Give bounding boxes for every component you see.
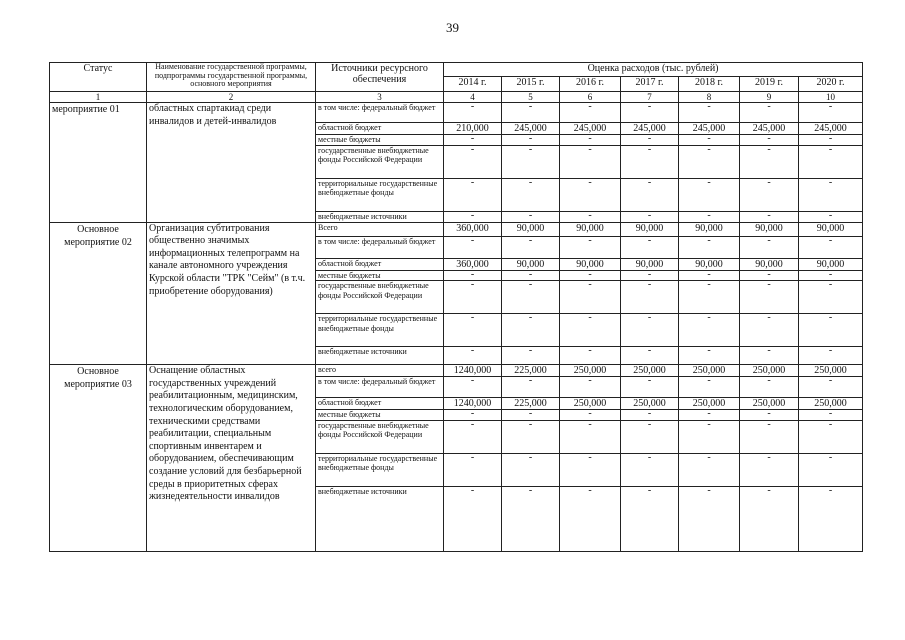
column-number: 7 <box>621 92 679 103</box>
expense-value-cell: - <box>740 135 799 146</box>
expense-value-cell: 90,000 <box>560 222 621 236</box>
expense-value-cell: - <box>679 486 740 551</box>
expense-value-cell: - <box>679 103 740 123</box>
header-year: 2019 г. <box>740 77 799 92</box>
header-status: Статус <box>50 63 147 92</box>
source-cell: внебюджетные источники <box>316 486 444 551</box>
expense-value-cell: - <box>502 314 560 347</box>
expense-value-cell: - <box>679 420 740 453</box>
table-row <box>50 103 863 123</box>
source-cell: территориальные государственные внебюджетные фонды <box>316 314 444 347</box>
expense-value-cell: - <box>444 236 502 258</box>
expense-value-cell: 90,000 <box>740 222 799 236</box>
expense-value-cell: - <box>740 103 799 123</box>
expense-value-cell: 210,000 <box>444 123 502 135</box>
status-cell: мероприятие 01 <box>50 103 147 223</box>
expense-value-cell: 90,000 <box>740 258 799 270</box>
expense-value-cell: - <box>799 314 863 347</box>
expense-value-cell: - <box>560 420 621 453</box>
expense-value-cell: - <box>502 270 560 281</box>
expense-value-cell: - <box>740 270 799 281</box>
expense-value-cell: - <box>621 211 679 222</box>
expense-value-cell: - <box>621 453 679 486</box>
expense-value-cell: - <box>740 410 799 421</box>
expense-value-cell: - <box>560 178 621 211</box>
expense-value-cell: - <box>679 135 740 146</box>
expense-value-cell: - <box>679 178 740 211</box>
expense-value-cell: - <box>679 145 740 178</box>
expense-value-cell: - <box>621 145 679 178</box>
expense-value-cell: - <box>621 410 679 421</box>
expense-value-cell: 250,000 <box>560 398 621 410</box>
expense-value-cell: - <box>799 135 863 146</box>
expense-value-cell: - <box>560 347 621 365</box>
source-cell: государственные внебюджетные фонды Российской Федерации <box>316 420 444 453</box>
expense-value-cell: - <box>444 420 502 453</box>
expense-value-cell: - <box>679 314 740 347</box>
expense-value-cell: - <box>444 410 502 421</box>
expense-value-cell: - <box>444 281 502 314</box>
expense-value-cell: 245,000 <box>679 123 740 135</box>
header-name: Наименование государственной программы, подпрограммы государственной программы, основного мероприятия <box>147 63 316 92</box>
expense-value-cell: - <box>679 211 740 222</box>
expense-value-cell: 250,000 <box>679 398 740 410</box>
source-cell: внебюджетные источники <box>316 347 444 365</box>
expense-value-cell: - <box>621 486 679 551</box>
status-cell: Основное мероприятие 03 <box>50 365 147 552</box>
expense-value-cell: - <box>502 377 560 398</box>
expense-value-cell: - <box>502 178 560 211</box>
expense-value-cell: - <box>799 178 863 211</box>
expense-value-cell: - <box>740 178 799 211</box>
expense-value-cell: - <box>560 486 621 551</box>
source-cell: в том числе: федеральный бюджет <box>316 103 444 123</box>
column-number: 10 <box>799 92 863 103</box>
expense-value-cell: - <box>799 270 863 281</box>
expense-value-cell: - <box>444 178 502 211</box>
expense-value-cell: - <box>444 211 502 222</box>
expense-value-cell: - <box>740 377 799 398</box>
expense-value-cell: - <box>740 211 799 222</box>
expense-value-cell: - <box>560 281 621 314</box>
measure-name-cell: областных спартакиад среди инвалидов и детей-инвалидов <box>147 103 316 223</box>
column-number: 2 <box>147 92 316 103</box>
page-number: 39 <box>446 20 459 35</box>
expense-value-cell: 250,000 <box>740 398 799 410</box>
expense-value-cell: - <box>560 453 621 486</box>
source-cell: местные бюджеты <box>316 410 444 421</box>
status-cell: Основное мероприятие 02 <box>50 222 147 365</box>
expense-value-cell: - <box>502 486 560 551</box>
expense-value-cell: - <box>621 377 679 398</box>
expense-value-cell: - <box>502 453 560 486</box>
expense-value-cell: - <box>621 420 679 453</box>
expense-value-cell: 245,000 <box>560 123 621 135</box>
expense-value-cell: - <box>502 410 560 421</box>
expense-value-cell: - <box>502 236 560 258</box>
expense-value-cell: - <box>740 347 799 365</box>
expense-value-cell: - <box>679 410 740 421</box>
header-year: 2017 г. <box>621 77 679 92</box>
expense-value-cell: - <box>679 453 740 486</box>
expense-value-cell: - <box>560 135 621 146</box>
expense-value-cell: - <box>799 236 863 258</box>
expense-value-cell: - <box>502 145 560 178</box>
expense-value-cell: 1240,000 <box>444 398 502 410</box>
expense-value-cell: - <box>560 103 621 123</box>
expense-value-cell: - <box>740 281 799 314</box>
expense-value-cell: - <box>621 178 679 211</box>
expense-value-cell: 90,000 <box>799 258 863 270</box>
column-number: 9 <box>740 92 799 103</box>
expense-value-cell: - <box>740 420 799 453</box>
expense-value-cell: - <box>679 236 740 258</box>
expense-value-cell: 245,000 <box>740 123 799 135</box>
expense-value-cell: - <box>444 103 502 123</box>
expense-value-cell: - <box>799 145 863 178</box>
source-cell: в том числе: федеральный бюджет <box>316 236 444 258</box>
expense-value-cell: 90,000 <box>560 258 621 270</box>
source-cell: территориальные государственные внебюджетные фонды <box>316 453 444 486</box>
expense-value-cell: - <box>740 145 799 178</box>
expense-value-cell: - <box>679 347 740 365</box>
source-cell: государственные внебюджетные фонды Российской Федерации <box>316 281 444 314</box>
expense-value-cell: - <box>799 453 863 486</box>
expense-value-cell: - <box>502 103 560 123</box>
expense-value-cell: - <box>502 135 560 146</box>
source-cell: областной бюджет <box>316 258 444 270</box>
column-number: 5 <box>502 92 560 103</box>
expense-value-cell: - <box>444 135 502 146</box>
source-cell: в том числе: федеральный бюджет <box>316 377 444 398</box>
expense-value-cell: 250,000 <box>621 365 679 377</box>
table-body <box>50 103 863 552</box>
expense-value-cell: - <box>502 281 560 314</box>
expense-value-cell: - <box>444 377 502 398</box>
expense-value-cell: - <box>799 486 863 551</box>
expense-value-cell: - <box>679 281 740 314</box>
expense-value-cell: 225,000 <box>502 365 560 377</box>
expense-value-cell: - <box>799 103 863 123</box>
measure-name-cell: Организация субтитрования общественно значимых информационных телепрограмм на канале автономного учреждения Курской области "ТРК "Сейм" (в т.ч. приобретение оборудования) <box>147 222 316 365</box>
expense-value-cell: 225,000 <box>502 398 560 410</box>
expense-value-cell: 90,000 <box>502 258 560 270</box>
expense-value-cell: - <box>679 377 740 398</box>
expense-value-cell: - <box>560 314 621 347</box>
expense-value-cell: - <box>621 314 679 347</box>
source-cell: местные бюджеты <box>316 135 444 146</box>
expense-value-cell: 90,000 <box>621 222 679 236</box>
measure-name-cell: Оснащение областных государственных учреждений реабилитационным, медицинским, технологическим оборудованием, техническими средствами реабилитации, специальным спортивным инвентарем и оборудованием, обеспечивающим создание условий для безбарьерной среды в приоритетных сферах жизнедеятельности инвалидов <box>147 365 316 552</box>
expense-value-cell: 250,000 <box>560 365 621 377</box>
table-header <box>50 63 863 103</box>
source-cell: внебюджетные источники <box>316 211 444 222</box>
expense-value-cell: - <box>799 410 863 421</box>
expense-value-cell: 360,000 <box>444 222 502 236</box>
expense-value-cell: 90,000 <box>502 222 560 236</box>
expense-value-cell: 250,000 <box>740 365 799 377</box>
expense-value-cell: - <box>799 211 863 222</box>
expense-value-cell: - <box>444 453 502 486</box>
header-year: 2014 г. <box>444 77 502 92</box>
expense-value-cell: - <box>621 347 679 365</box>
expense-value-cell: 245,000 <box>502 123 560 135</box>
header-sources: Источники ресурсного обеспечения <box>316 63 444 92</box>
expense-value-cell: - <box>502 211 560 222</box>
expense-value-cell: - <box>740 314 799 347</box>
expense-value-cell: - <box>740 236 799 258</box>
table-row <box>50 222 863 236</box>
header-expenses: Оценка расходов (тыс. рублей) <box>444 63 863 77</box>
source-cell: областной бюджет <box>316 398 444 410</box>
expense-value-cell: - <box>560 270 621 281</box>
header-year: 2016 г. <box>560 77 621 92</box>
header-year: 2018 г. <box>679 77 740 92</box>
source-cell: Всего <box>316 222 444 236</box>
expense-value-cell: - <box>799 377 863 398</box>
expense-value-cell: 250,000 <box>799 398 863 410</box>
expense-value-cell: 90,000 <box>679 258 740 270</box>
expense-value-cell: - <box>444 486 502 551</box>
expense-value-cell: - <box>621 135 679 146</box>
source-cell: территориальные государственные внебюджетные фонды <box>316 178 444 211</box>
expense-value-cell: - <box>799 420 863 453</box>
expense-value-cell: 90,000 <box>799 222 863 236</box>
expense-value-cell: - <box>621 270 679 281</box>
column-number: 4 <box>444 92 502 103</box>
expense-value-cell: - <box>560 236 621 258</box>
expense-value-cell: - <box>621 103 679 123</box>
expense-value-cell: - <box>560 377 621 398</box>
expense-value-cell: 250,000 <box>621 398 679 410</box>
column-number: 8 <box>679 92 740 103</box>
expense-value-cell: - <box>444 145 502 178</box>
expense-value-cell: 360,000 <box>444 258 502 270</box>
budget-table <box>49 62 863 552</box>
expense-value-cell: - <box>740 486 799 551</box>
expense-value-cell: 1240,000 <box>444 365 502 377</box>
expense-value-cell: - <box>621 236 679 258</box>
source-cell: государственные внебюджетные фонды Российской Федерации <box>316 145 444 178</box>
expense-value-cell: - <box>740 453 799 486</box>
expense-value-cell: 90,000 <box>621 258 679 270</box>
column-number: 6 <box>560 92 621 103</box>
source-cell: областной бюджет <box>316 123 444 135</box>
expense-value-cell: - <box>444 270 502 281</box>
table-row <box>50 365 863 377</box>
expense-value-cell: - <box>560 410 621 421</box>
expense-value-cell: - <box>799 281 863 314</box>
expense-value-cell: - <box>799 347 863 365</box>
expense-value-cell: - <box>679 270 740 281</box>
expense-value-cell: 90,000 <box>679 222 740 236</box>
source-cell: всего <box>316 365 444 377</box>
expense-value-cell: - <box>444 314 502 347</box>
expense-value-cell: - <box>502 347 560 365</box>
expense-value-cell: - <box>621 281 679 314</box>
expense-value-cell: 250,000 <box>679 365 740 377</box>
expense-value-cell: 245,000 <box>621 123 679 135</box>
expense-value-cell: - <box>560 145 621 178</box>
source-cell: местные бюджеты <box>316 270 444 281</box>
column-number: 3 <box>316 92 444 103</box>
column-number: 1 <box>50 92 147 103</box>
expense-value-cell: - <box>502 420 560 453</box>
expense-value-cell: 245,000 <box>799 123 863 135</box>
header-year: 2015 г. <box>502 77 560 92</box>
expense-value-cell: - <box>560 211 621 222</box>
header-year: 2020 г. <box>799 77 863 92</box>
expense-value-cell: - <box>444 347 502 365</box>
expense-value-cell: 250,000 <box>799 365 863 377</box>
